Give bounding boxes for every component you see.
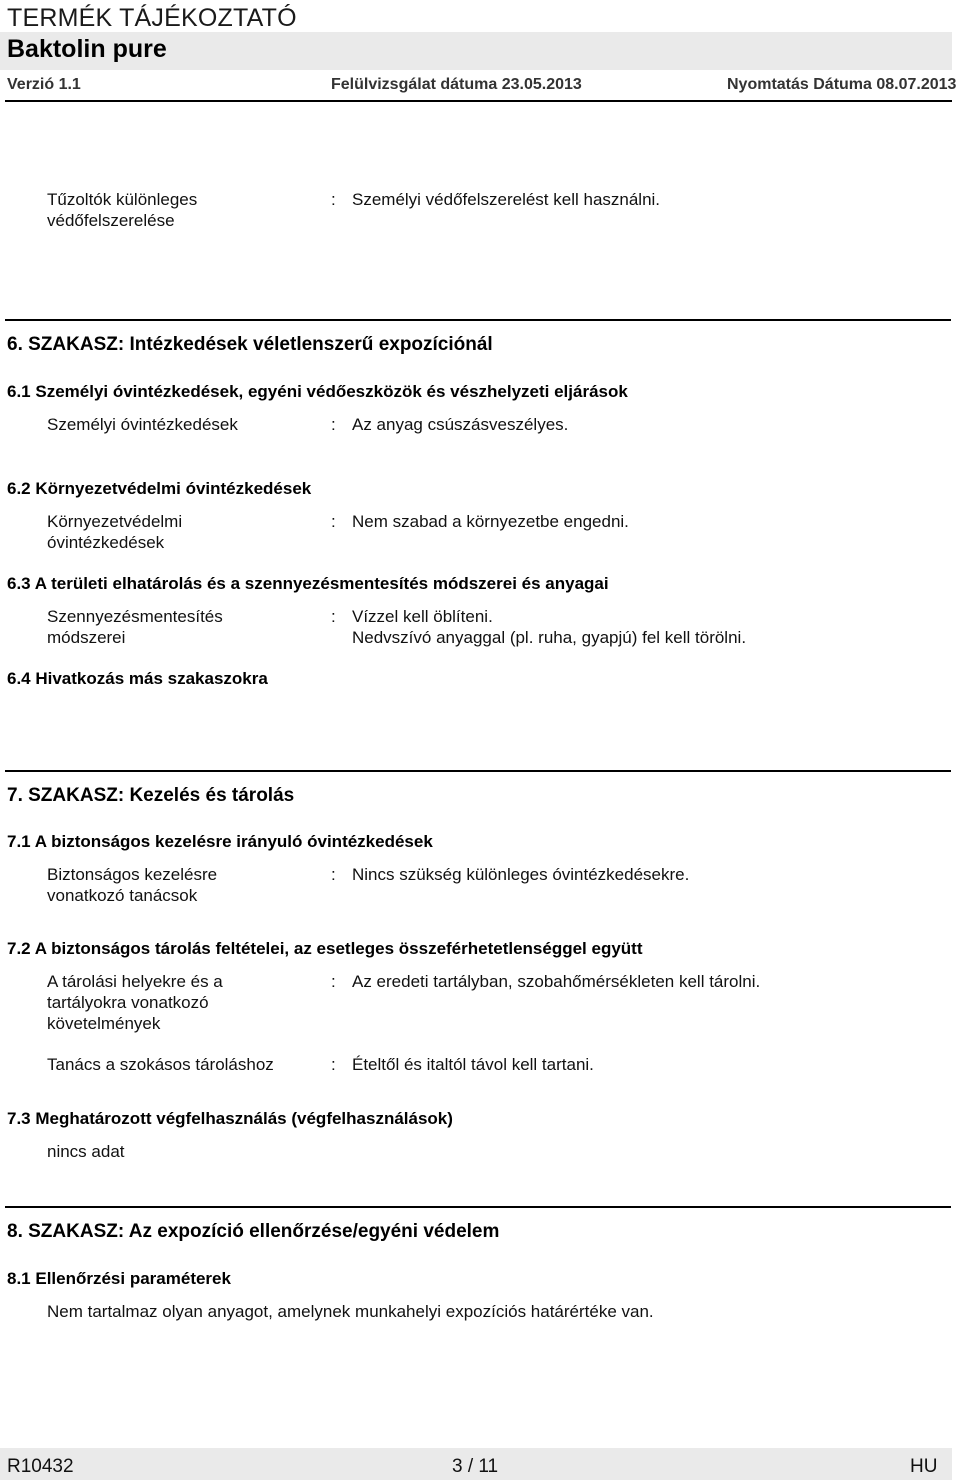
print-date: Nyomtatás Dátuma 08.07.2013 [727, 76, 957, 93]
personal-precautions-value: Az anyag csúszásveszélyes. [352, 415, 569, 434]
storage-requirements-value: Az eredeti tartályban, szobahőmérsékleten kell tárolni. [352, 972, 761, 991]
subsection-7-1-title: 7.1 A biztonságos kezelésre irányuló óvintézkedések [7, 832, 433, 851]
product-name: Baktolin pure [7, 35, 167, 63]
environmental-value: Nem szabad a környezetbe engedni. [352, 512, 629, 531]
subsection-8-1-title: 8.1 Ellenőrzési paraméterek [7, 1269, 231, 1288]
storage-requirements-label-line3: követelmények [47, 1014, 161, 1033]
environmental-label-line1: Környezetvédelmi [47, 512, 183, 531]
footer-language: HU [910, 1456, 938, 1477]
header-divider [5, 100, 952, 102]
personal-precautions-label: Személyi óvintézkedések [47, 415, 238, 434]
environmental-label-line2: óvintézkedések [47, 533, 165, 552]
firefighters-label-line1: Tűzoltók különleges [47, 190, 198, 209]
colon-separator: : [331, 972, 336, 991]
section-7-rule [5, 770, 951, 772]
subsection-6-4-title: 6.4 Hivatkozás más szakaszokra [7, 669, 268, 688]
colon-separator: : [331, 512, 336, 531]
safe-handling-value: Nincs szükség különleges óvintézkedésekre. [352, 865, 690, 884]
safe-handling-label-line1: Biztonságos kezelésre [47, 865, 218, 884]
revision-date: Felülvizsgálat dátuma 23.05.2013 [331, 76, 582, 93]
cleanup-label-line2: módszerei [47, 628, 126, 647]
subsection-7-2-title: 7.2 A biztonságos tárolás feltételei, az esetleges összeférhetetlenséggel együtt [7, 939, 643, 958]
subsection-6-3-title: 6.3 A területi elhatárolás és a szennyezésmentesítés módszerei és anyagai [7, 574, 609, 593]
colon-separator: : [331, 865, 336, 884]
section-6-title: 6. SZAKASZ: Intézkedések véletlenszerű expozíciónál [7, 334, 493, 355]
footer-page-number: 3 / 11 [452, 1456, 499, 1477]
document-title: TERMÉK TÁJÉKOZTATÓ [7, 4, 297, 32]
colon-separator: : [331, 1055, 336, 1074]
cleanup-value-line1: Vízzel kell öblíteni. [352, 607, 493, 626]
storage-requirements-label-line1: A tárolási helyekre és a [47, 972, 223, 991]
section-8-title: 8. SZAKASZ: Az expozíció ellenőrzése/egyéni védelem [7, 1221, 500, 1242]
colon-separator: : [331, 607, 336, 626]
storage-advice-value: Ételtől és italtól távol kell tartani. [352, 1055, 594, 1074]
colon-separator: : [331, 415, 336, 434]
subsection-6-2-title: 6.2 Környezetvédelmi óvintézkedések [7, 479, 312, 498]
safe-handling-label-line2: vonatkozó tanácsok [47, 886, 198, 905]
end-use-text: nincs adat [47, 1142, 125, 1161]
firefighters-value: Személyi védőfelszerelést kell használni. [352, 190, 661, 209]
colon-separator: : [331, 190, 336, 209]
storage-requirements-label-line2: tartályokra vonatkozó [47, 993, 209, 1012]
section-7-title: 7. SZAKASZ: Kezelés és tárolás [7, 785, 295, 806]
control-parameters-text: Nem tartalmaz olyan anyagot, amelynek munkahelyi expozíciós határértéke van. [47, 1302, 654, 1321]
storage-advice-label: Tanács a szokásos tároláshoz [47, 1055, 274, 1074]
section-8-rule [5, 1206, 951, 1208]
footer-product-code: R10432 [7, 1456, 74, 1477]
cleanup-value-line2: Nedvszívó anyaggal (pl. ruha, gyapjú) fel kell törölni. [352, 628, 747, 647]
version-label: Verzió 1.1 [7, 76, 81, 93]
firefighters-label-line2: védőfelszerelése [47, 211, 175, 230]
cleanup-label-line1: Szennyezésmentesítés [47, 607, 223, 626]
section-6-rule [5, 319, 951, 321]
subsection-6-1-title: 6.1 Személyi óvintézkedések, egyéni védőeszközök és vészhelyzeti eljárások [7, 382, 628, 401]
subsection-7-3-title: 7.3 Meghatározott végfelhasználás (végfelhasználások) [7, 1109, 453, 1128]
